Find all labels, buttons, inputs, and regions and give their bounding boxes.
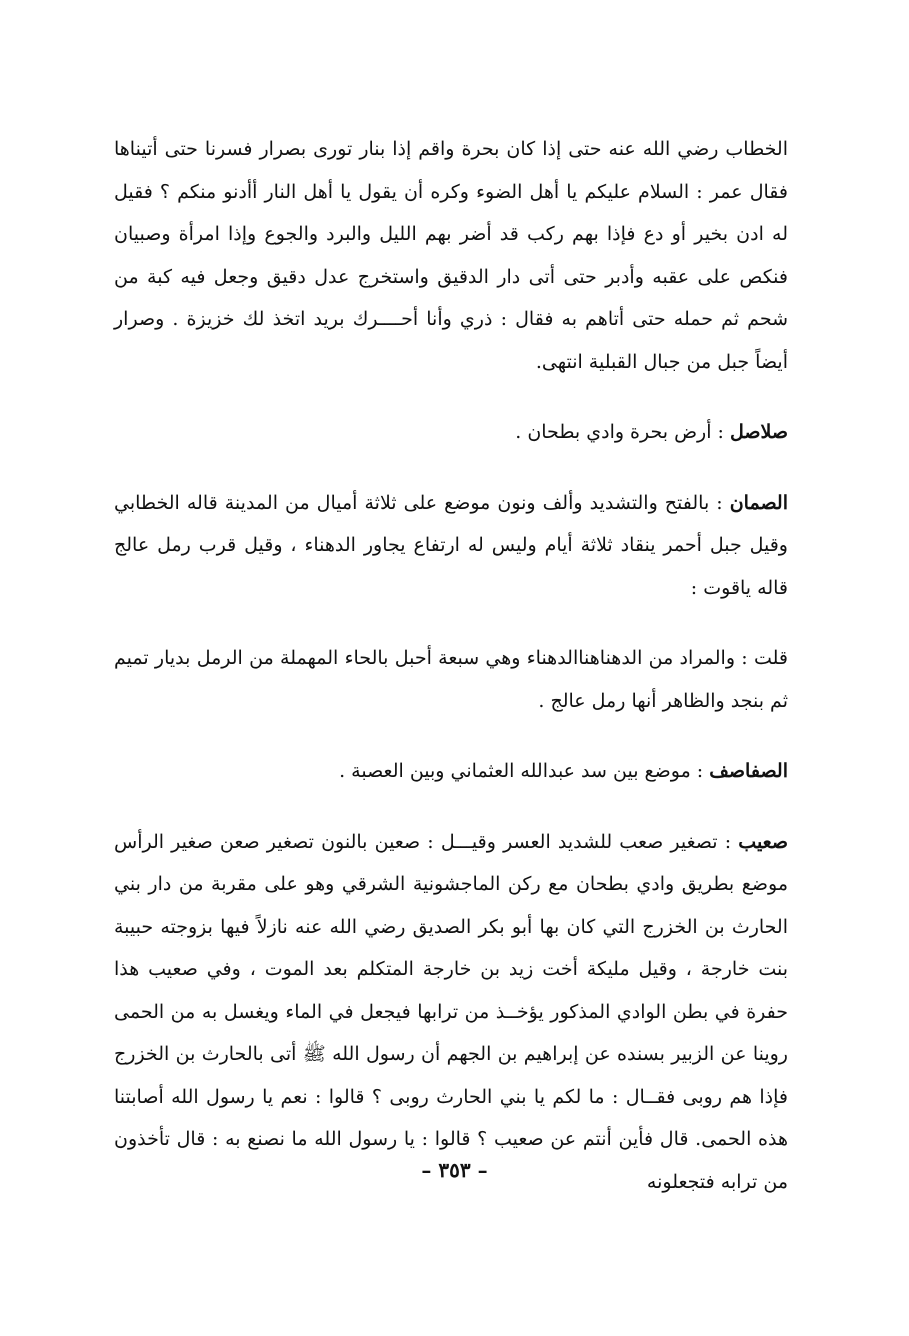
entry-head-salasil: صلاصل — [730, 421, 788, 443]
paragraph-6 — [114, 821, 788, 1204]
paragraph-4 — [114, 637, 788, 722]
paragraph-text: : بالفتح والتشديد وألف ونون موضع على ثلاثة أميال من المدينة قاله الخطابي وقيل جبل أحمر ينقاد ثلاثة أيام وليس له ارتفاع يجاور الدهناء ، وقيل قرب رمل عالج قاله ياقوت : — [114, 491, 788, 599]
paragraph-text: : أرض بحرة وادي بطحان . — [515, 421, 730, 443]
paragraph-text: قلت : والمراد من الدهناهناالدهناء وهي سبعة أحبل بالحاء المهملة من الرمل بديار تميم ثم بنجد والظاهر أنها رمل عالج . — [114, 647, 788, 712]
paragraph-5 — [114, 750, 788, 793]
paragraph-text: الخطاب رضي الله عنه حتى إذا كان بحرة واقم إذا بنار تورى بصرار فسرنا حتى أتيناها فقال عمر : السلام عليكم يا أهل الضوء وكره أن يقول يا أهل النار أأدنو منكم ؟ فقيل له ادن بخير أو دع فإذا بهم ركب قد أضر بهم الليل والبرد والجوع وإذا امرأة وصبيان فنكص على عقبه وأدبر حتى أتى دار الدقيق واستخرج عدل دقيق وجعل فيه كبة من شحم ثم حمله حتى أتاهم به فقال : ذري وأنا أحــــرك بريد اتخذ لك خزيزة . وصرار أيضاً جبل من جبال القبلية انتهى. — [114, 138, 788, 373]
paragraph-3 — [114, 482, 788, 610]
entry-head-assamman: الصمان — [729, 491, 788, 514]
page-body — [114, 128, 788, 1203]
entry-head-assafasif: الصفاصف — [709, 760, 788, 782]
page-number: – ٣٥٣ – — [421, 1158, 488, 1182]
entry-head-suayb: صعيب — [738, 830, 788, 853]
paragraph-text: : موضع بين سد عبدالله العثماني وبين العصبة . — [339, 760, 710, 782]
paragraph-1 — [114, 128, 788, 383]
paragraph-text: : تصغير صعب للشديد العسر وقيـــل : صعين بالنون تصغير صعن صغير الرأس موضع بطريق وادي بطحان مع ركن الماجشونية الشرقي وهو على مقربة من دار بني الحارث بن الخزرج التي كان بها أبو بكر الصديق رضي الله عنه نازلاً فيها بزوجته حبيبة بنت خارجة ، وقيل مليكة أخت زيد بن خارجة المتكلم بعد الموت ، وفي صعيب هذا حفرة في بطن الوادي المذكور يؤخــذ من ترابها فيجعل في الماء ويغسل به من الحمى روينا عن الزبير بسنده عن إبراهيم بن الجهم أن رسول الله ﷺ أتى بالحارث بن الخزرج فإذا هم روبى فقــال : ما لكم يا بني الحارث روبى ؟ قالوا : نعم يا رسول الله أصابتنا هذه الحمى. قال فأين أنتم عن صعيب ؟ قالوا : يا رسول الله ما نصنع به : قال تأخذون من ترابه فتجعلونه — [114, 830, 788, 1193]
paragraph-2 — [114, 411, 788, 454]
